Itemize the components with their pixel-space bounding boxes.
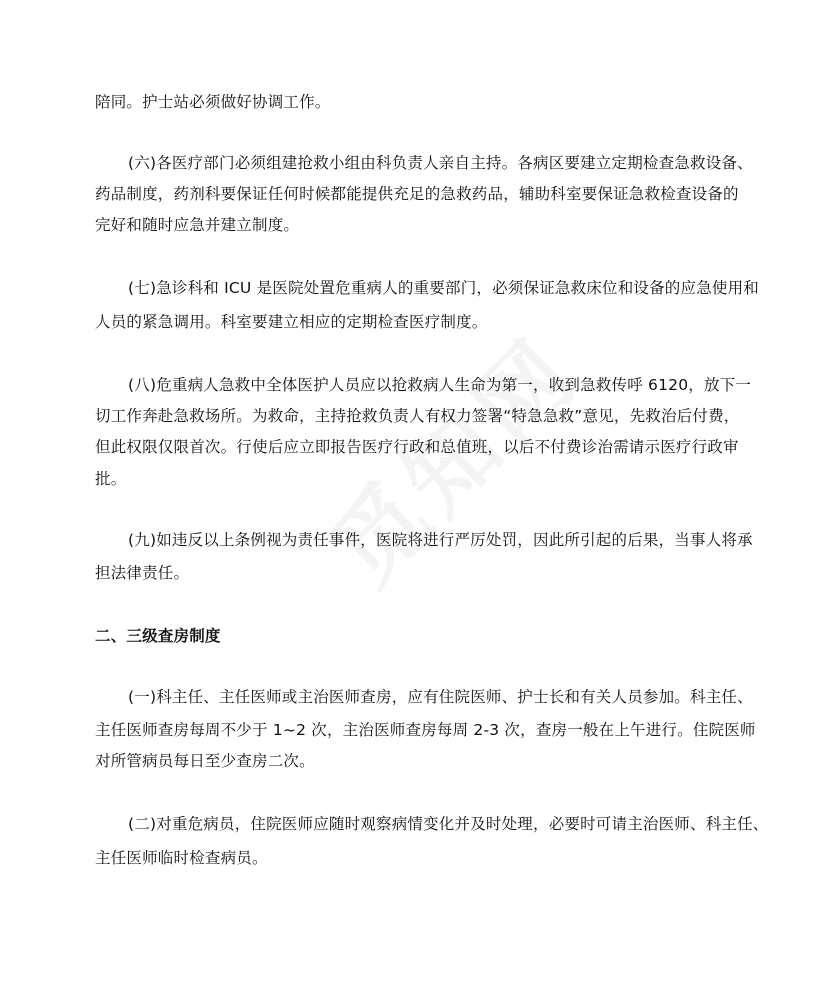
paragraph-line: (二)对重危病员，住院医师应随时观察病情变化并及时处理，必要时可请主治医师、科主任、: [128, 815, 769, 833]
paragraph-line: 主任医师查房每周不少于 1~2 次，主治医师查房每周 2-3 次，查房一般在上午进行。住院医师: [95, 721, 756, 739]
paragraph-line: (六)各医疗部门必须组建抢救小组由科负责人亲自主持。各病区要建立定期检查急救设备、: [128, 154, 753, 172]
paragraph-line: 批。: [95, 470, 127, 488]
paragraph-line: 药品制度，药剂科要保证任何时候都能提供充足的急救药品，辅助科室要保证急救检查设备的: [95, 185, 739, 203]
paragraph-line: (九)如违反以上条例视为责任事件，医院将进行严厉处罚，因此所引起的后果，当事人将承: [128, 531, 753, 549]
paragraph-line: 人员的紧急调用。科室要建立相应的定期检查医疗制度。: [95, 313, 488, 331]
paragraph-line: 完好和随时应急并建立制度。: [95, 216, 300, 234]
paragraph-line: (七)急诊科和 ICU 是医院处置危重病人的重要部门，必须保证急救床位和设备的应急使用和: [128, 279, 759, 297]
paragraph-line: 对所管病员每日至少查房二次。: [95, 752, 315, 770]
paragraph-line: (八)危重病人急救中全体医护人员应以抢救病人生命为第一，收到急救传呼 6120，放下一: [128, 376, 752, 394]
section-heading: 二、三级查房制度: [95, 627, 221, 645]
paragraph-line: 主任医师临时检查病员。: [95, 849, 268, 867]
paragraph-line: 担法律责任。: [95, 564, 190, 582]
paragraph-line: 但此权限仅限首次。行使后应立即报告医疗行政和总值班，以后不付费诊治需请示医疗行政审: [95, 438, 739, 456]
paragraph-line: 陪同。护士站必须做好协调工作。: [95, 93, 331, 111]
paragraph-line: (一)科主任、主任医师或主治医师查房，应有住院医师、护士长和有关人员参加。科主任、: [128, 688, 753, 706]
paragraph-line: 切工作奔赴急救场所。为救命，主持抢救负责人有权力签署“特急急救”意见，先救治后付费，: [95, 407, 740, 425]
